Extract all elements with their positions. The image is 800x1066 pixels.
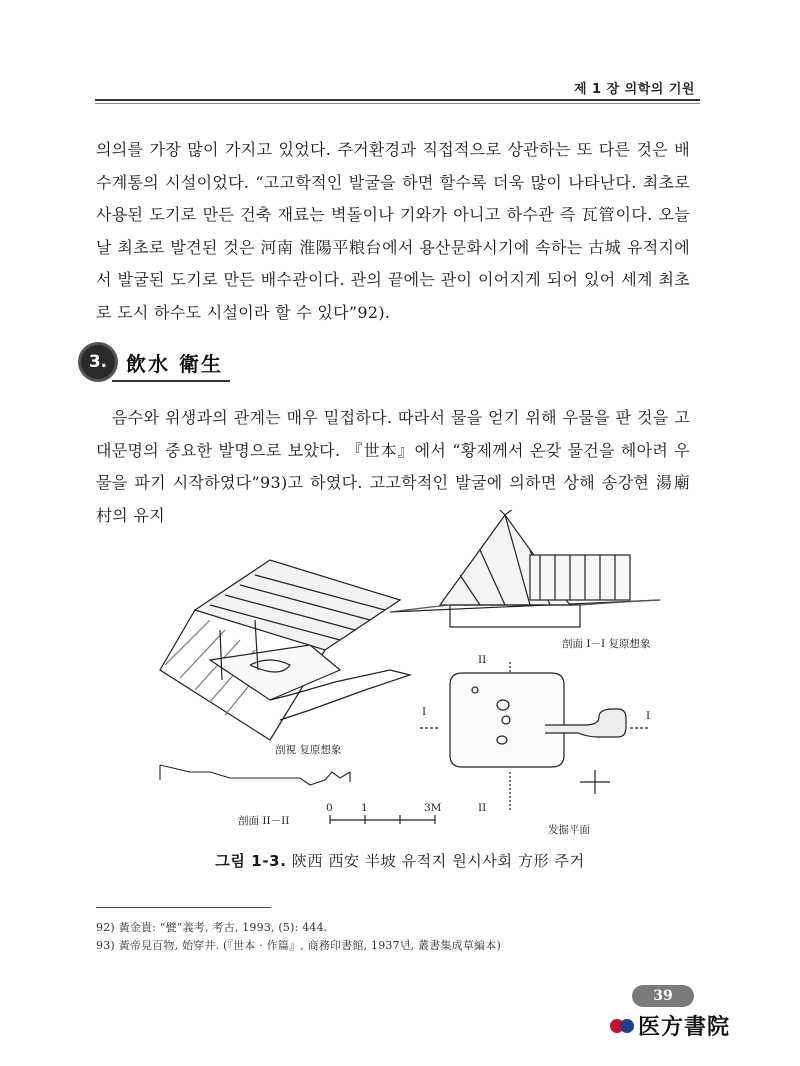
mark-i-left: I [422, 706, 427, 718]
label-perspective: 剖視 复原想象 [275, 744, 342, 756]
mark-i-right: I [646, 710, 651, 722]
page-number: 39 [632, 985, 694, 1007]
scale-label-3m: 3M [424, 802, 442, 814]
label-section-i: 剖面 I－I 复原想象 [562, 638, 651, 650]
perspective-reconstruction-drawing [160, 560, 410, 740]
mark-ii-bottom: II [478, 802, 487, 814]
footnote-92: 92) 黃金貴: “甓”義考, 考古, 1993, (5): 444. [96, 921, 328, 934]
footnote-divider [96, 907, 271, 908]
section-underline [112, 380, 230, 382]
section-heading [78, 342, 223, 382]
section-title: 飲水 衛生 [126, 351, 223, 376]
scale-label-1: 1 [361, 802, 368, 814]
header-rule-thin [95, 103, 700, 104]
label-plan: 发掘平面 [548, 824, 590, 836]
footnote-93: 93) 黃帝見百物, 始穿井. (『世本 · 作篇』, 商務印書館, 1937년, 叢書集成草編本) [96, 939, 501, 952]
figure-caption [0, 850, 800, 871]
label-section-ii: 剖面 II－II [238, 815, 290, 827]
figure-caption-text: 陝西 西安 半坡 유적지 원시사회 方形 주거 [291, 852, 585, 870]
publisher-name: 医方書院 [638, 1014, 731, 1040]
scale-bar [330, 815, 435, 824]
excavation-plan-drawing [420, 662, 650, 810]
figure-illustration [150, 510, 690, 840]
publisher-mark-icon [610, 1017, 636, 1035]
section-i-reconstruction-drawing [390, 510, 660, 627]
section-ii-drawing [160, 765, 350, 785]
figure-dwelling-drawings [150, 510, 690, 840]
body-paragraph-2: 음수와 위생과의 관계는 매우 밀접하다. 따라서 물을 얻기 위해 우물을 판 것을 고대문명의 중요한 발명으로 보았다. 『世本』에서 “황제께서 온갖 물건을 헤아려 우물을 파기 시작하였다”93)고 하였다. 고고학적인 발굴에 의하면 상해 송강현 湯廟村의 유지 [96, 408, 690, 525]
figure-number: 그림 1-3. [215, 852, 287, 870]
mark-ii-top: II [478, 654, 487, 666]
header-rule [95, 99, 700, 101]
scale-label-0: 0 [326, 802, 333, 814]
body-paragraph-1: 의의를 가장 많이 가지고 있었다. 주거환경과 직접적으로 상관하는 또 다른 것은 배수계통의 시설이었다. “고고학적인 발굴을 하면 할수록 더욱 많이 나타난다. 최초로 사용된 도기로 만든 건축 재료는 벽돌이나 기와가 아니고 하수관 즉 瓦管이다. 오늘날 최초로 발견된 것은 河南 淮陽平粮台에서 용산문화시기에 속하는 古城 유적지에서 발굴된 도기로 만든 배수관이다. 관의 끝에는 관이 이어지게 되어 있어 세계 최초로 도시 하수도 시설이라 할 수 있다”92). [96, 140, 690, 322]
running-header: 제 1 장 의학의 기원 [573, 82, 695, 97]
publisher-logo [610, 1010, 730, 1041]
section-number-badge: 3. [78, 342, 118, 382]
